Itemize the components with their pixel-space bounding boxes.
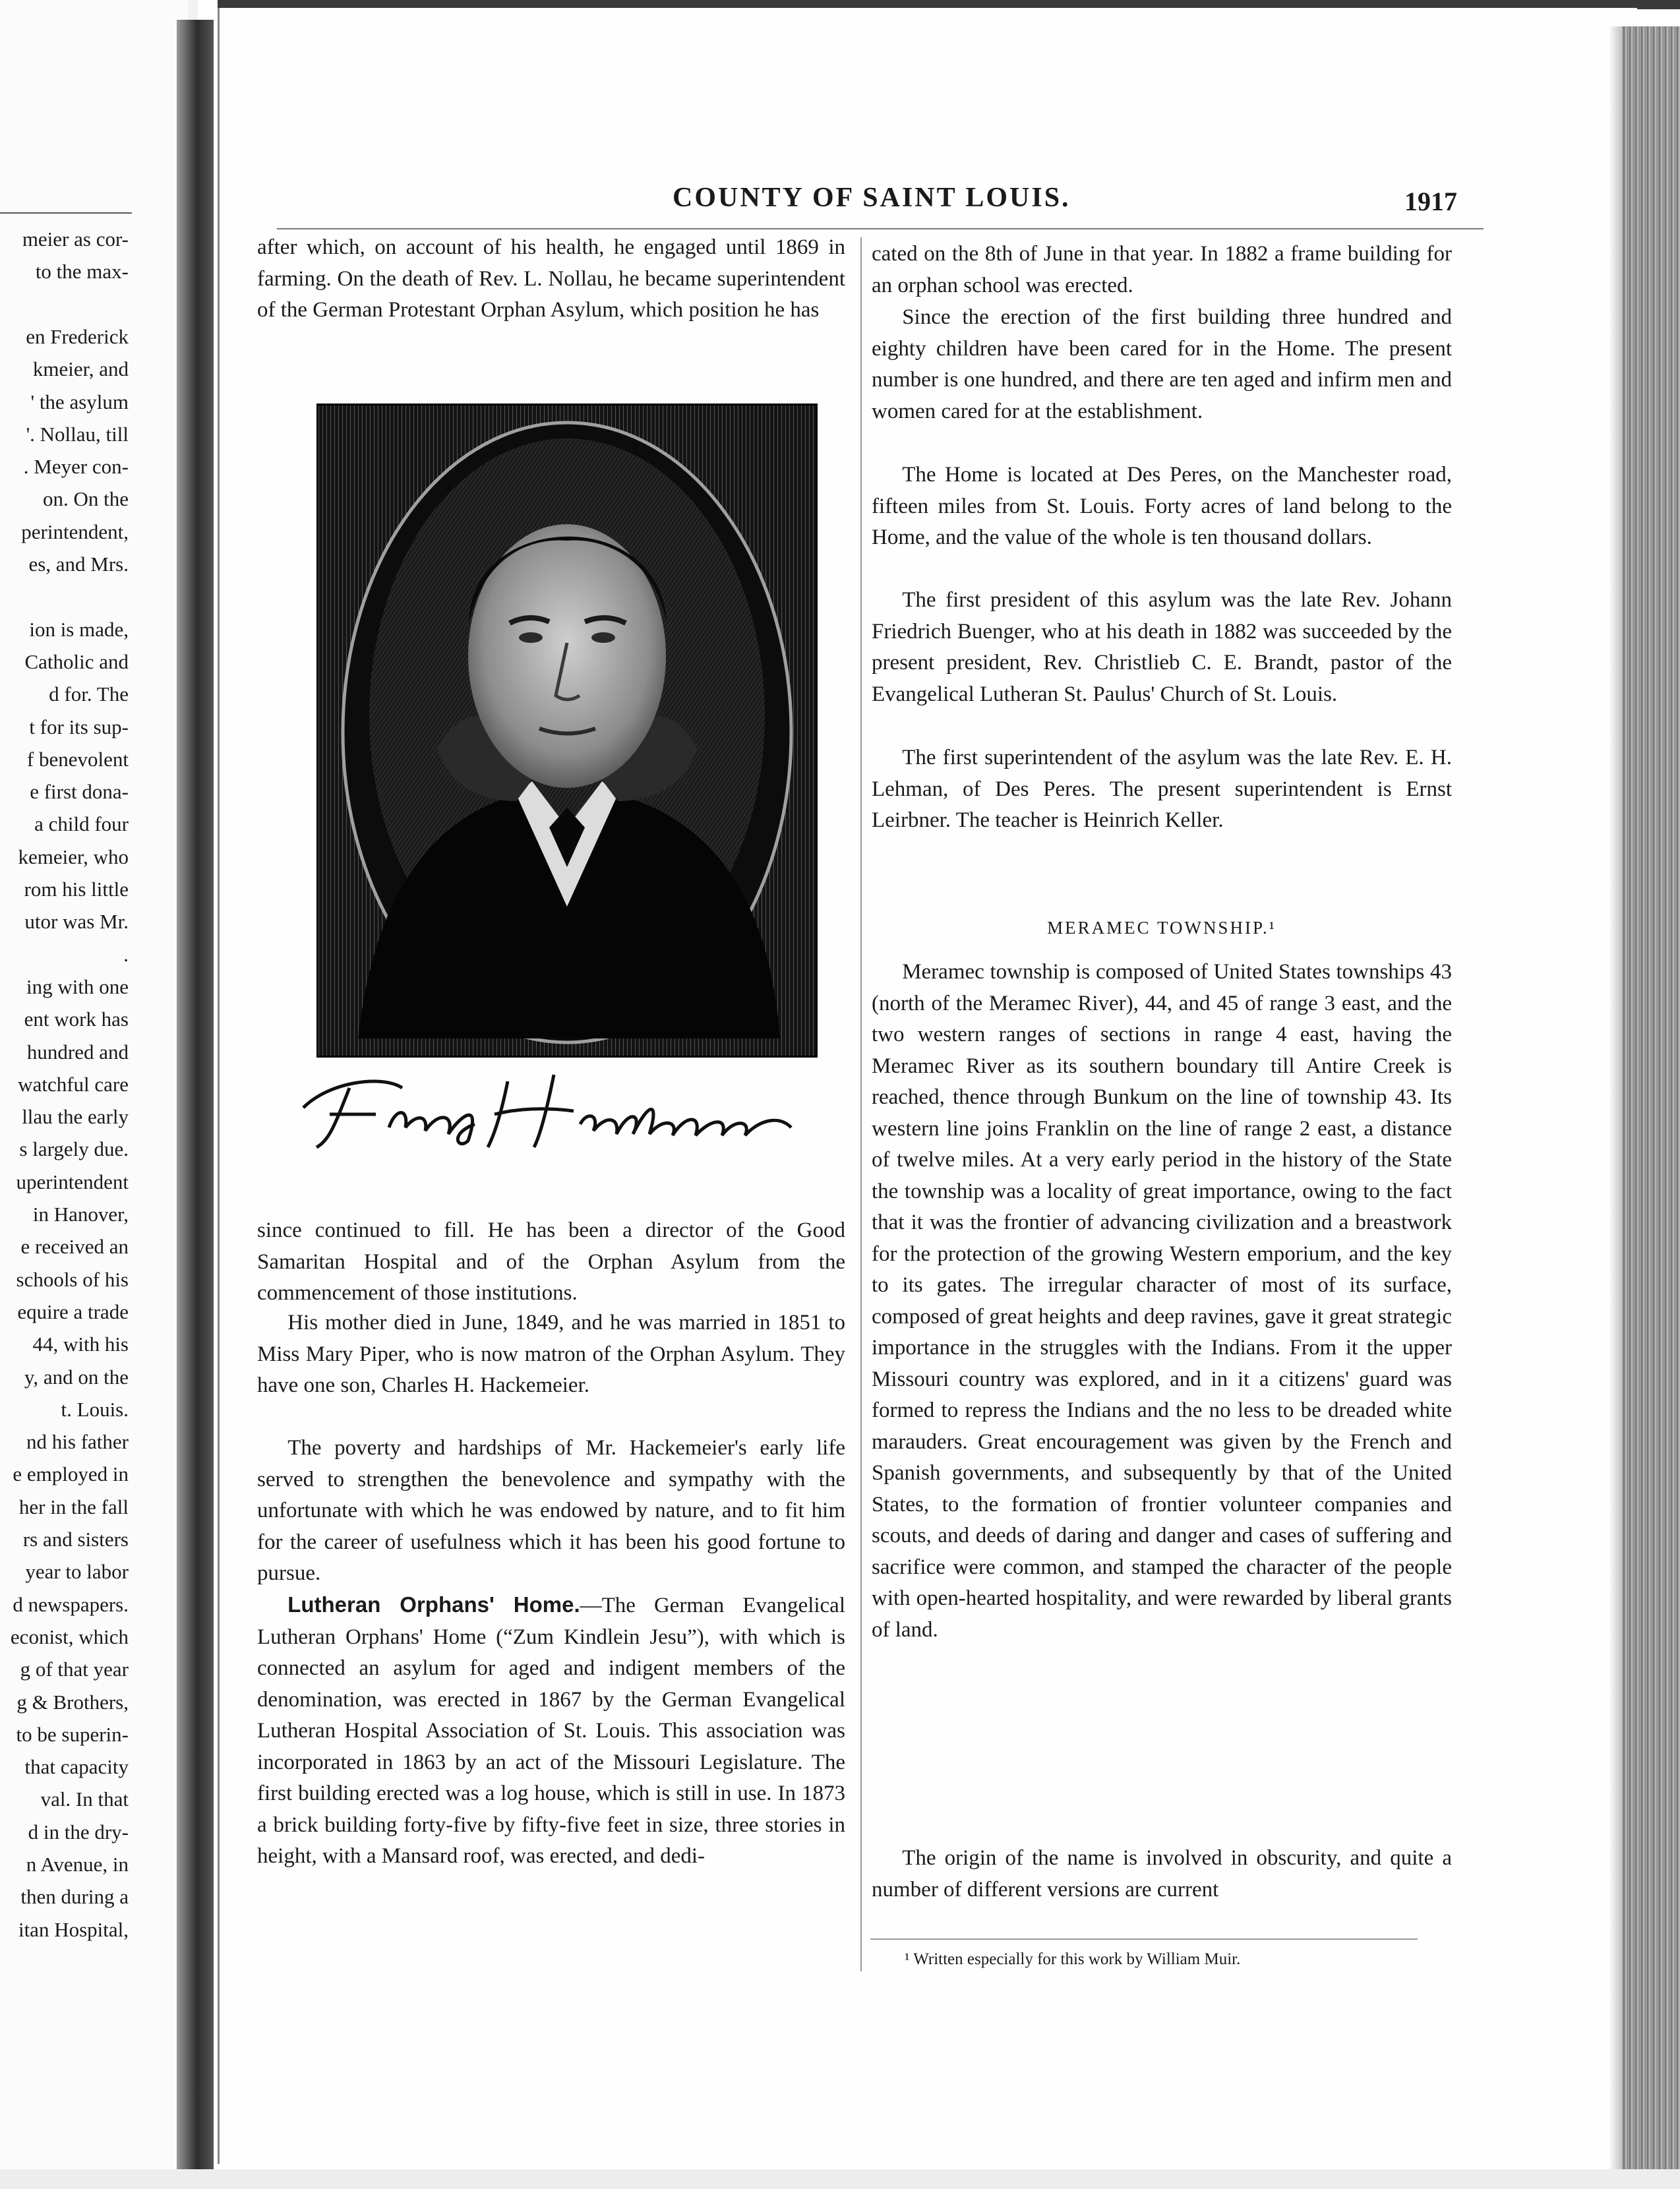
left-page-line: schools of his	[16, 1267, 129, 1291]
header-rule	[277, 228, 1484, 229]
left-page-line: utor was Mr.	[24, 910, 129, 934]
gutter-shadow	[177, 20, 214, 2169]
left-page-line: econist, which	[10, 1625, 129, 1648]
signature-icon	[290, 1062, 818, 1154]
right-paragraph-5: The first superintendent of the asylum was the late Rev. E. H. Lehman, of Des Peres. The present superintendent is Ernst Leirbner. The teacher is Heinrich Keller.	[872, 746, 1452, 832]
right-paragraph-2: Since the erection of the first building three hundred and eighty children have been cared for in the Home. The present number is one hundred, and there are ten aged and infirm men and women cared for at the establishment.	[872, 305, 1452, 423]
left-page-line: to the max-	[35, 260, 129, 284]
left-page-line: e first dona-	[30, 780, 129, 804]
right-paragraph-6: Meramec township is composed of United States townships 43 (north of the Meramec River), 44, and 45 of range 3 east, and the two western ranges of sections in range 4 east, having the Meramec River as its southern boundary till Antire Creek is reached, thence through Bunkum on the line of township 43. Its western line joins Franklin on the line of range 2 east, a distance of twelve miles. At a very early period in the history of the State the township was a locality of great importance, owing to the fact that it was the frontier of advancing civilization and a breastwork for the protection of the growing Western emporium, and the key to its gates. The irregular character of most of its surface, composed of great heights and deep ravines, gave it great strategic importance in the struggles with the Indians. From it the upper Missouri country was explored, and in it a citizens' guard was formed to repress the Indians and the no less to be dreaded white marauders. Great encouragement was given by the French and Spanish governments, and subsequently by that of the United States, to the formation of frontier volunteer companies and scouts, and deeds of daring and danger and cases of suffering and sacrifice were common, and stamped the character of the people with open-hearted hospitality, and were rewarded by liberal grants of land.	[872, 960, 1452, 1642]
left-page-line: a child four	[34, 812, 129, 836]
left-page-line: d in the dry-	[28, 1820, 129, 1844]
left-page-line: in Hanover,	[32, 1203, 129, 1226]
left-page-line: t. Louis.	[61, 1397, 129, 1421]
left-page-line: 44, with his	[32, 1333, 129, 1356]
right-paragraph-7: The origin of the name is involved in obscurity, and quite a number of different versions are current	[872, 1846, 1452, 1902]
running-head: COUNTY OF SAINT LOUIS.	[673, 183, 1071, 213]
left-page-line: her in the fall	[18, 1495, 129, 1518]
left-paragraph-5	[257, 1589, 845, 1873]
portrait-engraving	[316, 404, 818, 1058]
left-page-line: n Avenue, in	[26, 1853, 129, 1876]
left-page-line: .	[123, 942, 129, 966]
left-page-line: en Frederick	[26, 324, 129, 348]
left-page-line: uperintendent	[16, 1170, 129, 1193]
left-page-line: rom his little	[24, 878, 129, 901]
left-page-line: e employed in	[13, 1462, 129, 1486]
left-page-line: y, and on the	[24, 1365, 129, 1389]
left-paragraph-3: His mother died in June, 1849, and he was married in 1851 to Miss Mary Piper, who is now matron of the Orphan Asylum. They have one son, Charles H. Hackemeier.	[257, 1311, 845, 1397]
right-paragraph-1: cated on the 8th of June in that year. In 1882 a frame building for an orphan school was erected.	[872, 242, 1452, 297]
left-page-line: ion is made,	[29, 617, 129, 641]
book-binding-edge	[1622, 26, 1680, 2176]
left-page-rule	[0, 212, 132, 214]
section-heading-lutheran: Lutheran Orphans' Home.	[287, 1592, 580, 1617]
left-page-line: kemeier, who	[18, 845, 129, 868]
page-number: 1917	[1404, 187, 1457, 216]
left-page-line: meier as cor-	[22, 227, 129, 251]
left-page-line: t for its sup-	[29, 715, 129, 738]
left-page-line: d for. The	[49, 682, 129, 706]
footnote-rule	[870, 1938, 1418, 1940]
left-page-line: that capacity	[24, 1755, 129, 1779]
left-page-line: on. On the	[42, 487, 129, 511]
left-page-line: watchful care	[18, 1072, 129, 1096]
left-page-line: d newspapers.	[13, 1592, 129, 1616]
left-page-line: year to labor	[25, 1560, 129, 1584]
left-page-line: perintendent,	[21, 520, 129, 543]
left-page-line: to be superin-	[16, 1722, 129, 1746]
left-page-line: equire a trade	[17, 1300, 129, 1323]
portrait-icon	[318, 405, 816, 1056]
left-page-line: '. Nollau, till	[26, 422, 129, 446]
left-page-line: es, and Mrs.	[28, 553, 129, 576]
column-divider	[860, 237, 862, 1971]
left-page-line: Catholic and	[24, 649, 129, 673]
left-page-line: itan Hospital,	[18, 1917, 129, 1941]
left-page-line: e received an	[20, 1235, 129, 1259]
left-page	[0, 0, 188, 2189]
left-page-line: . Meyer con-	[23, 455, 129, 479]
right-paragraph-4: The first president of this asylum was the late Rev. Johann Friedrich Buenger, who at his death in 1882 was succeeded by the present president, Rev. Christlieb C. E. Brandt, pastor of the Evangelical Lutheran St. Paulus' Church of St. Louis.	[872, 588, 1452, 706]
left-paragraph-5-text: —The German Evangelical Lutheran Orphans' Home (“Zum Kindlein Jesu”), with which is connected an asylum for aged and indigent members of the denomination, was erected in 1867 by the German Evangelical Lutheran Hospital Association of St. Louis. This association was incorporated in 1863 by an act of the Missouri Legislature. The first building erected was a log house, which is still in use. In 1873 a brick building forty-five by fifty-five feet in size, three stories in height, with a Mansard roof, was erected, and dedi-	[257, 1594, 845, 1868]
left-paragraph-1: after which, on account of his health, he engaged until 1869 in farming. On the death of Rev. L. Nollau, he became superintendent of the German Protestant Orphan Asylum, which position he has	[257, 235, 845, 322]
right-paragraph-3: The Home is located at Des Peres, on the Manchester road, fifteen miles from St. Louis. Forty acres of land belong to the Home, and the value of the whole is ten thousand dollars.	[872, 463, 1452, 549]
left-page-line: nd his father	[26, 1430, 129, 1454]
footnote: ¹ Written especially for this work by William Muir.	[905, 1950, 1241, 1968]
left-page-line: ing with one	[26, 975, 129, 998]
left-page-line: ' the asylum	[30, 390, 129, 413]
scan-edge-bottom	[0, 2169, 1680, 2189]
section-heading-meramec: MERAMEC TOWNSHIP.¹	[1047, 918, 1276, 938]
left-page-line: f benevolent	[26, 747, 129, 771]
left-page-line: ent work has	[24, 1007, 129, 1031]
left-page-line: g & Brothers,	[16, 1690, 129, 1714]
left-page-line: rs and sisters	[22, 1528, 129, 1551]
left-page-line: llau the early	[22, 1105, 129, 1129]
left-page-line: hundred and	[26, 1040, 129, 1064]
left-page-line: s largely due.	[19, 1137, 129, 1161]
left-page-line: kmeier, and	[32, 357, 129, 381]
left-paragraph-2: since continued to fill. He has been a director of the Good Samaritan Hospital and of the Orphan Asylum from the commencement of those institutions.	[257, 1218, 845, 1305]
left-page-line: val. In that	[40, 1787, 129, 1811]
left-paragraph-4: The poverty and hardships of Mr. Hackemeier's early life served to strengthen the benevolence and sympathy with the unfortunate with which he was endowed by nature, and to fit him for the career of usefulness which it has been his good fortune to pursue.	[257, 1436, 845, 1585]
left-page-line: g of that year	[20, 1658, 129, 1681]
left-page-line: then during a	[20, 1885, 129, 1909]
